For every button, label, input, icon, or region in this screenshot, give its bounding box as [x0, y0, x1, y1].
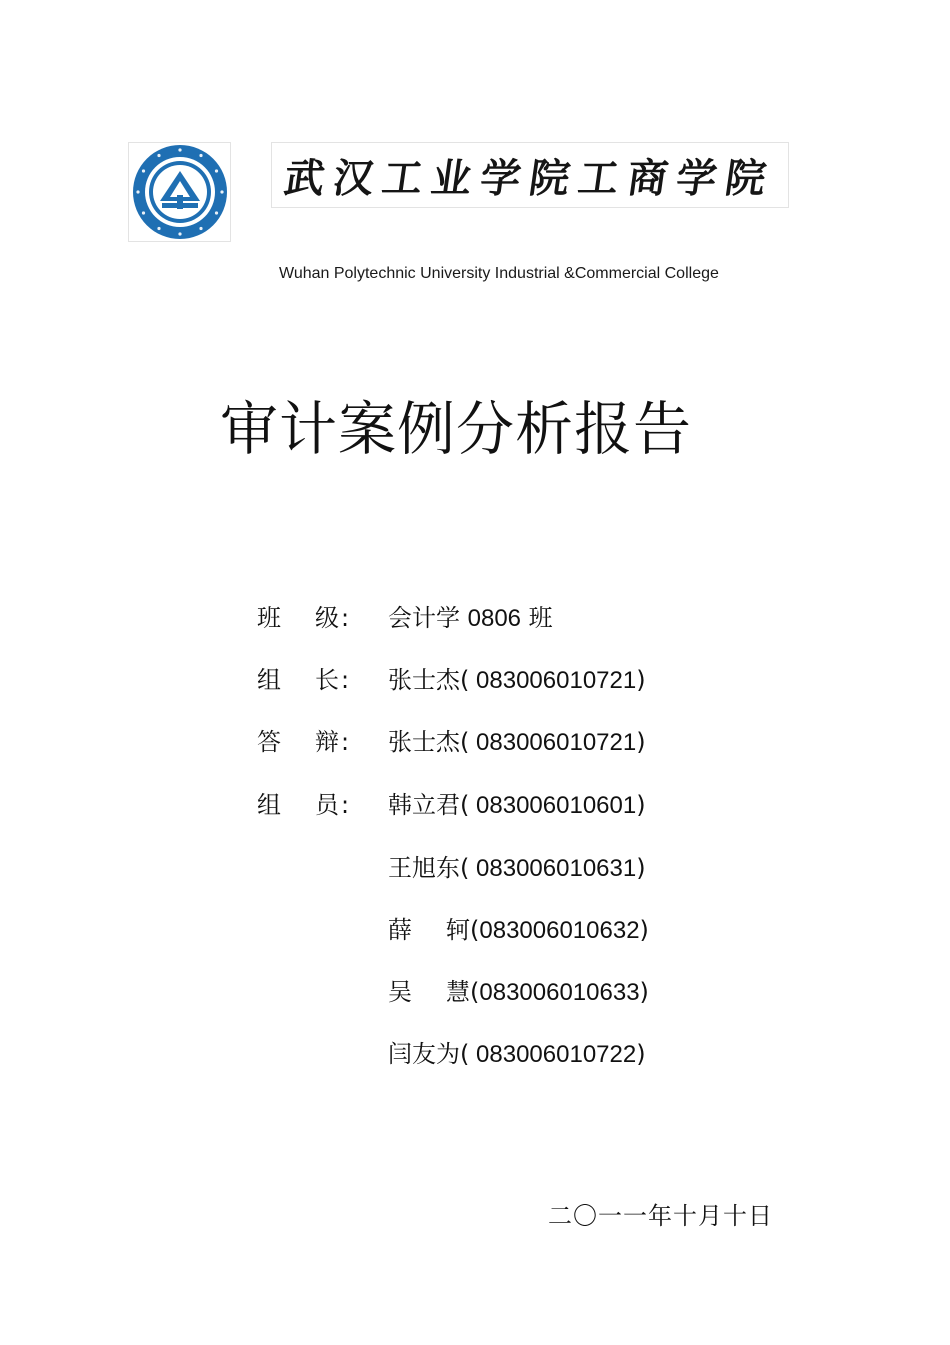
school-name-english: Wuhan Polytechnic University Industrial &Commercial College: [279, 265, 719, 282]
school-logo: [128, 142, 231, 242]
defense-value: 张士杰( 083006010721): [388, 728, 646, 756]
school-name-banner: [271, 142, 789, 208]
member-value: 王旭东( 083006010631): [388, 854, 646, 882]
school-seal-icon: [130, 143, 230, 241]
class-value: 会计学 0806 班: [388, 604, 553, 632]
school-name-calligraphy: 武汉工业学院工商学院: [281, 154, 778, 202]
member-value: 薛 轲(083006010632): [388, 916, 649, 944]
member-value: 闫友为( 083006010722): [388, 1040, 646, 1068]
member-value: 韩立君( 083006010601): [388, 791, 646, 819]
leader-value: 张士杰( 083006010721): [388, 666, 646, 694]
report-date: 二〇一一年十月十日: [548, 1202, 773, 1230]
member-value: 吴 慧(083006010633): [388, 978, 649, 1006]
report-title: 审计案例分析报告: [220, 395, 693, 463]
